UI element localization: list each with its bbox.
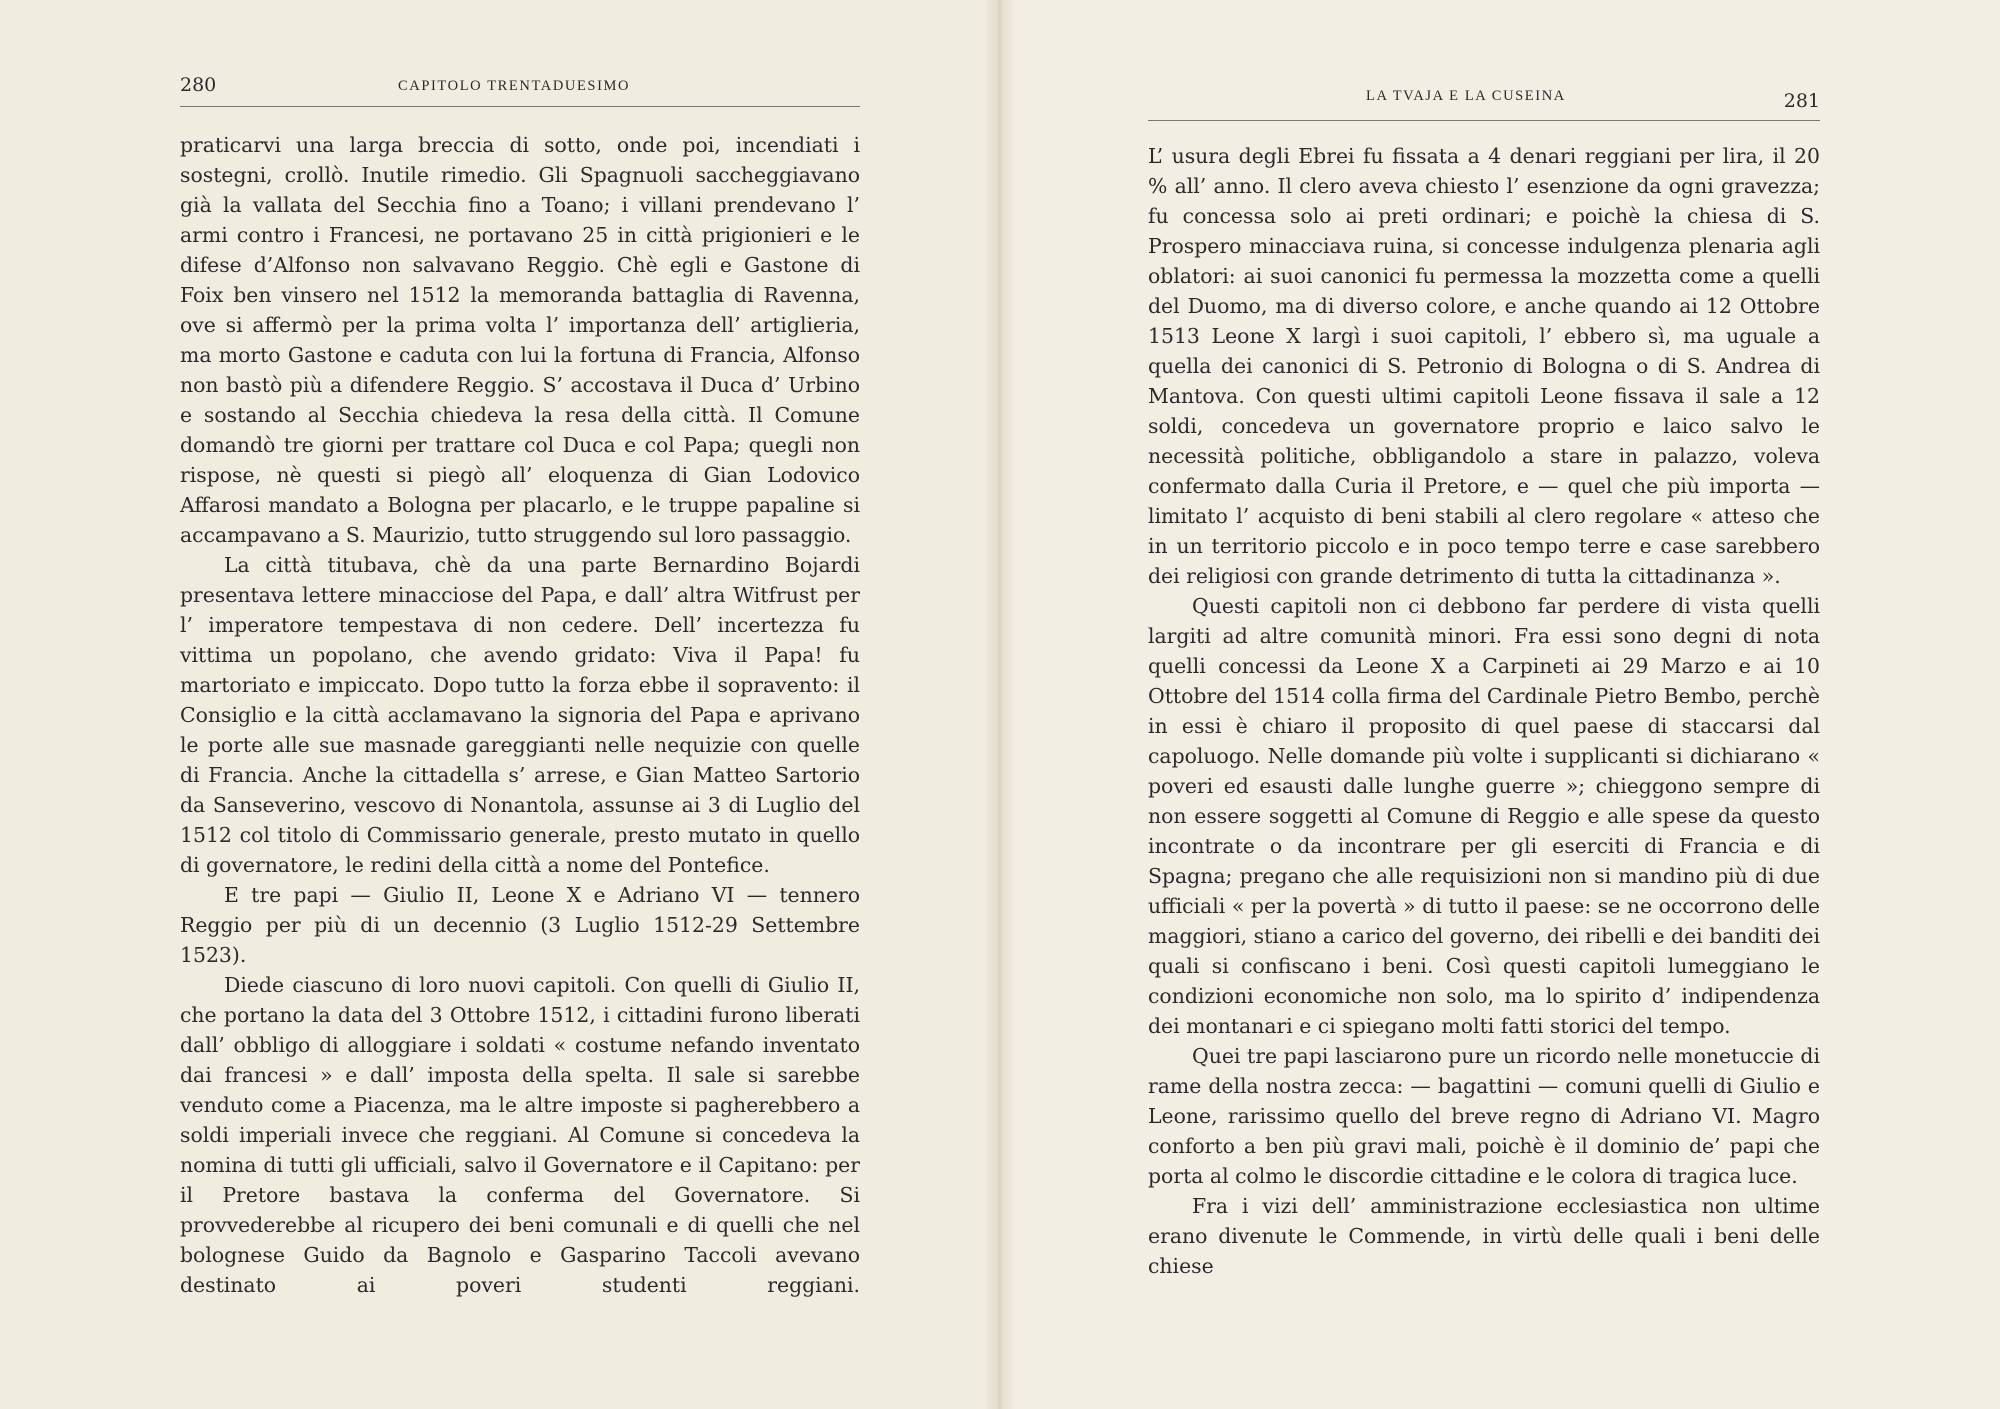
right-page <box>1000 0 2000 1409</box>
book-gutter <box>986 0 1014 1409</box>
paragraph: Quei tre papi lasciarono pure un ricordo nelle monetuccie di rame della nostra zecca: — bagattini — comuni quelli di Giulio e Leone, rarissimo quello del breve regno di Adriano VI. Magro conforto a ben più gravi mali, poichè è il dominio de’ papi che porta al colmo le discordie cittadine e le colora di tragica luce. <box>1148 1044 1820 1188</box>
paragraph: Diede ciascuno di loro nuovi capitoli. Con quelli di Giulio II, che portano la data del 3 Ottobre 1512, i cittadini furono liberati dall’ obbligo di alloggiare i soldati « costume nefando inventato dai francesi » e dall’ imposta della spelta. Il sale si sarebbe venduto come a Piacenza, ma le altre imposte si pagherebbero a soldi imperiali invece che reggiani. Al Comune si concedeva la nomina di tutti gli ufficiali, salvo il Governatore e il Capitano: per il Pretore bastava la conferma del Governatore. Si provvederebbe al ricupero dei beni comunali e di quelli che nel bolognese Guido da Bagnolo e Gasparino Taccoli avevano destinato ai poveri studenti reggiani. <box>180 973 860 1297</box>
right-page-body <box>1148 141 1820 1281</box>
paragraph: La città titubava, chè da una parte Bernardino Bojardi presentava lettere minacciose del Papa, e dall’ altra Witfrust per l’ imperatore tempestava di non cedere. Dell’ incertezza fu vittima un popolano, che avendo gridato: Viva il Papa! fu martoriato e impiccato. Dopo tutto la forza ebbe il sopravento: il Consiglio e la città acclamavano la signoria del Papa e aprivano le porte alle sue masnade gareggianti nelle nequizie con quelle di Francia. Anche la cittadella s’ arrese, e Gian Matteo Sartorio da Sanseverino, vescovo di Nonantola, assunse ai 3 di Luglio del 1512 col titolo di Commissario generale, presto mutato in quello di governatore, le redini della città a nome del Pontefice. <box>180 553 860 877</box>
paragraph: praticarvi una larga breccia di sotto, onde poi, incendiati i sostegni, crollò. Inutile rimedio. Gli Spagnuoli saccheggiavano già la vallata del Secchia fino a Toano; i villani prendevano l’ armi contro i Francesi, ne portavano 25 in città prigionieri e le difese d’Alfonso non salvavano Reggio. Chè egli e Gastone di Foix ben vinsero nel 1512 la memoranda battaglia di Ravenna, ove si affermò per la prima volta l’ importanza dell’ artiglieria, ma morto Gastone e caduta con lui la fortuna di Francia, Alfonso non bastò più a difendere Reggio. S’ accostava il Duca d’ Urbino e sostando al Secchia chiedeva la resa della città. Il Comune domandò tre giorni per trattare col Duca e col Papa; quegli non rispose, nè questi si piegò all’ eloquenza di Gian Lodovico Affarosi mandato a Bologna per placarlo, e le truppe papaline si accampavano a S. Maurizio, tutto struggendo sul loro passaggio. <box>180 133 860 547</box>
paragraph: Questi capitoli non ci debbono far perdere di vista quelli largiti ad altre comunità minori. Fra essi sono degni di nota quelli concessi da Leone X a Carpineti ai 29 Marzo e ai 10 Ottobre del 1514 colla firma del Cardinale Pietro Bembo, perchè in essi è chiaro il proposito di quel paese di staccarsi dal capoluogo. Nelle domande più volte i supplicanti si dichiarano « poveri ed esausti dalle lunghe guerre »; chieggono sempre di non essere soggetti al Comune di Reggio e alle spese da questo incontrate o da incontrare per gli eserciti di Francia e di Spagna; pregano che alle requisizioni non si mandino più di due ufficiali « per la povertà » di tutto il paese: se ne occorrono delle maggiori, stiano a carico del governo, dei ribelli e dei banditi dei quali si confiscano i beni. Così questi capitoli lumeggiano le condizioni economiche non solo, ma lo spirito d’ indipendenza dei montanari e ci spiegano molti fatti storici del tempo. <box>1148 594 1820 1038</box>
paragraph: L’ usura degli Ebrei fu fissata a 4 denari reggiani per lira, il 20 % all’ anno. Il clero aveva chiesto l’ esenzione da ogni gravezza; fu concessa solo ai preti ordinari; e poichè la chiesa di S. Prospero minacciava ruina, si concesse indulgenza plenaria agli oblatori: ai suoi canonici fu permessa la mozzetta come a quelli del Duomo, ma di diverso colore, e anche quando ai 12 Ottobre 1513 Leone X largì i suoi capitoli, l’ ebbero sì, ma uguale a quella dei canonici di S. Petronio di Bologna o di S. Andrea di Mantova. Con questi ultimi capitoli Leone fissava il sale a 12 soldi, concedeva un governatore proprio e laico salvo le necessità politiche, obbligandolo a stare in palazzo, voleva confermato dalla Curia il Pretore, e — quel che più importa — limitato l’ acquisto di beni stabili al clero regolare « atteso che in un territorio piccolo e in poco tempo terre e case sarebbero dei religiosi con grande detrimento di tutta la cittadinanza ». <box>1148 144 1820 588</box>
page-number: 281 <box>1783 90 1820 112</box>
paragraph: E tre papi — Giulio II, Leone X e Adriano VI — tennero Reggio per più di un decennio (3 Luglio 1512-29 Settembre 1523). <box>180 883 860 967</box>
left-page-header <box>180 66 860 107</box>
left-page-body <box>180 130 860 1300</box>
running-head: CAPITOLO TRENTADUESIMO <box>398 78 631 94</box>
right-page-header <box>1148 80 1820 121</box>
paragraph: Fra i vizi dell’ amministrazione ecclesiastica non ultime erano divenute le Commende, in virtù delle quali i beni delle chiese <box>1148 1194 1820 1278</box>
page-number: 280 <box>180 74 217 96</box>
running-head: LA TVAJA E LA CUSEINA <box>1366 88 1566 104</box>
